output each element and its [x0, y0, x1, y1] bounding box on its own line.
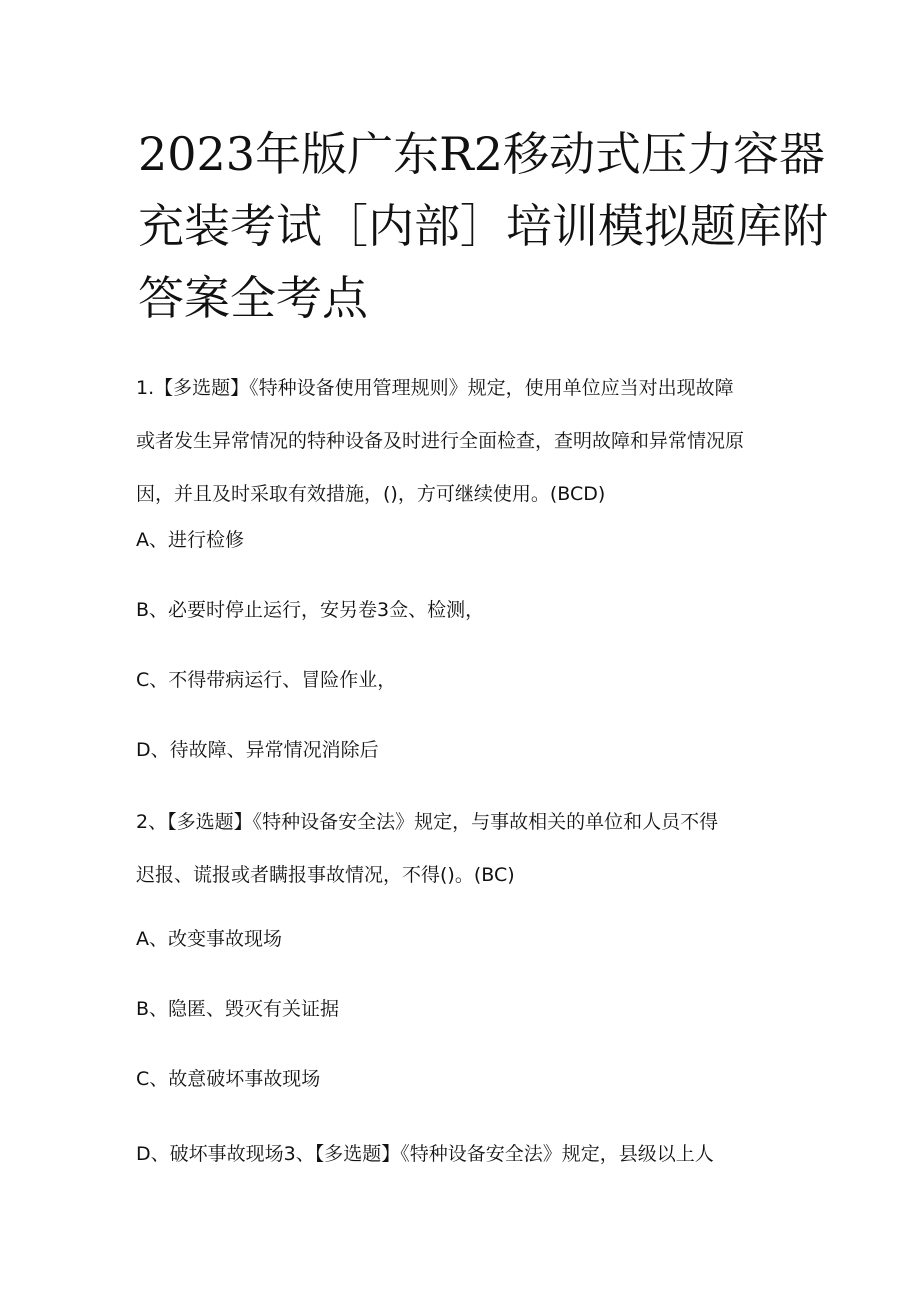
question-1-option-a: A、进行检修	[136, 529, 244, 551]
question-1-line-2: 或者发生异常情况的特种设备及时进行全面检查，查明故障和异常情况原	[136, 430, 745, 452]
question-2-option-d: D、破坏事故现场3、【多选题】《特种设备安全法》规定，县级以上人	[136, 1143, 714, 1165]
question-1-line-1: 1.【多选题】《特种设备使用管理规则》规定，使用单位应当对出现故障	[136, 377, 734, 399]
question-2-option-b: B、隐匿、毁灭有关证据	[136, 998, 340, 1020]
question-2-stem	[136, 796, 786, 902]
title-line-3: 答案全考点	[138, 271, 368, 325]
question-1-line-3: 因，并且及时采取有效措施，()，方可继续使用。(BCD)	[136, 483, 606, 505]
document-title	[138, 118, 828, 334]
question-1-option-b: B、必要时停止运行，安另卷3佥、检测，	[136, 599, 485, 621]
question-1-option-d: D、待故障、异常情况消除后	[136, 739, 379, 761]
question-1-option-c: C、不得带病运行、冒险作业，	[136, 669, 397, 691]
title-line-2: 充装考试［内部］培训模拟题库附	[138, 199, 828, 253]
question-2-line-2: 迟报、谎报或者瞒报事故情况，不得()。(BC)	[136, 864, 515, 886]
question-2-line-1: 2、【多选题】《特种设备安全法》规定，与事故相关的单位和人员不得	[136, 811, 719, 833]
question-2-option-a: A、改变事故现场	[136, 928, 282, 950]
question-1-stem	[136, 362, 786, 521]
question-2-option-c: C、故意破坏事故现场	[136, 1068, 321, 1090]
title-line-1: 2023年版广东R2移动式压力容器	[138, 127, 825, 181]
